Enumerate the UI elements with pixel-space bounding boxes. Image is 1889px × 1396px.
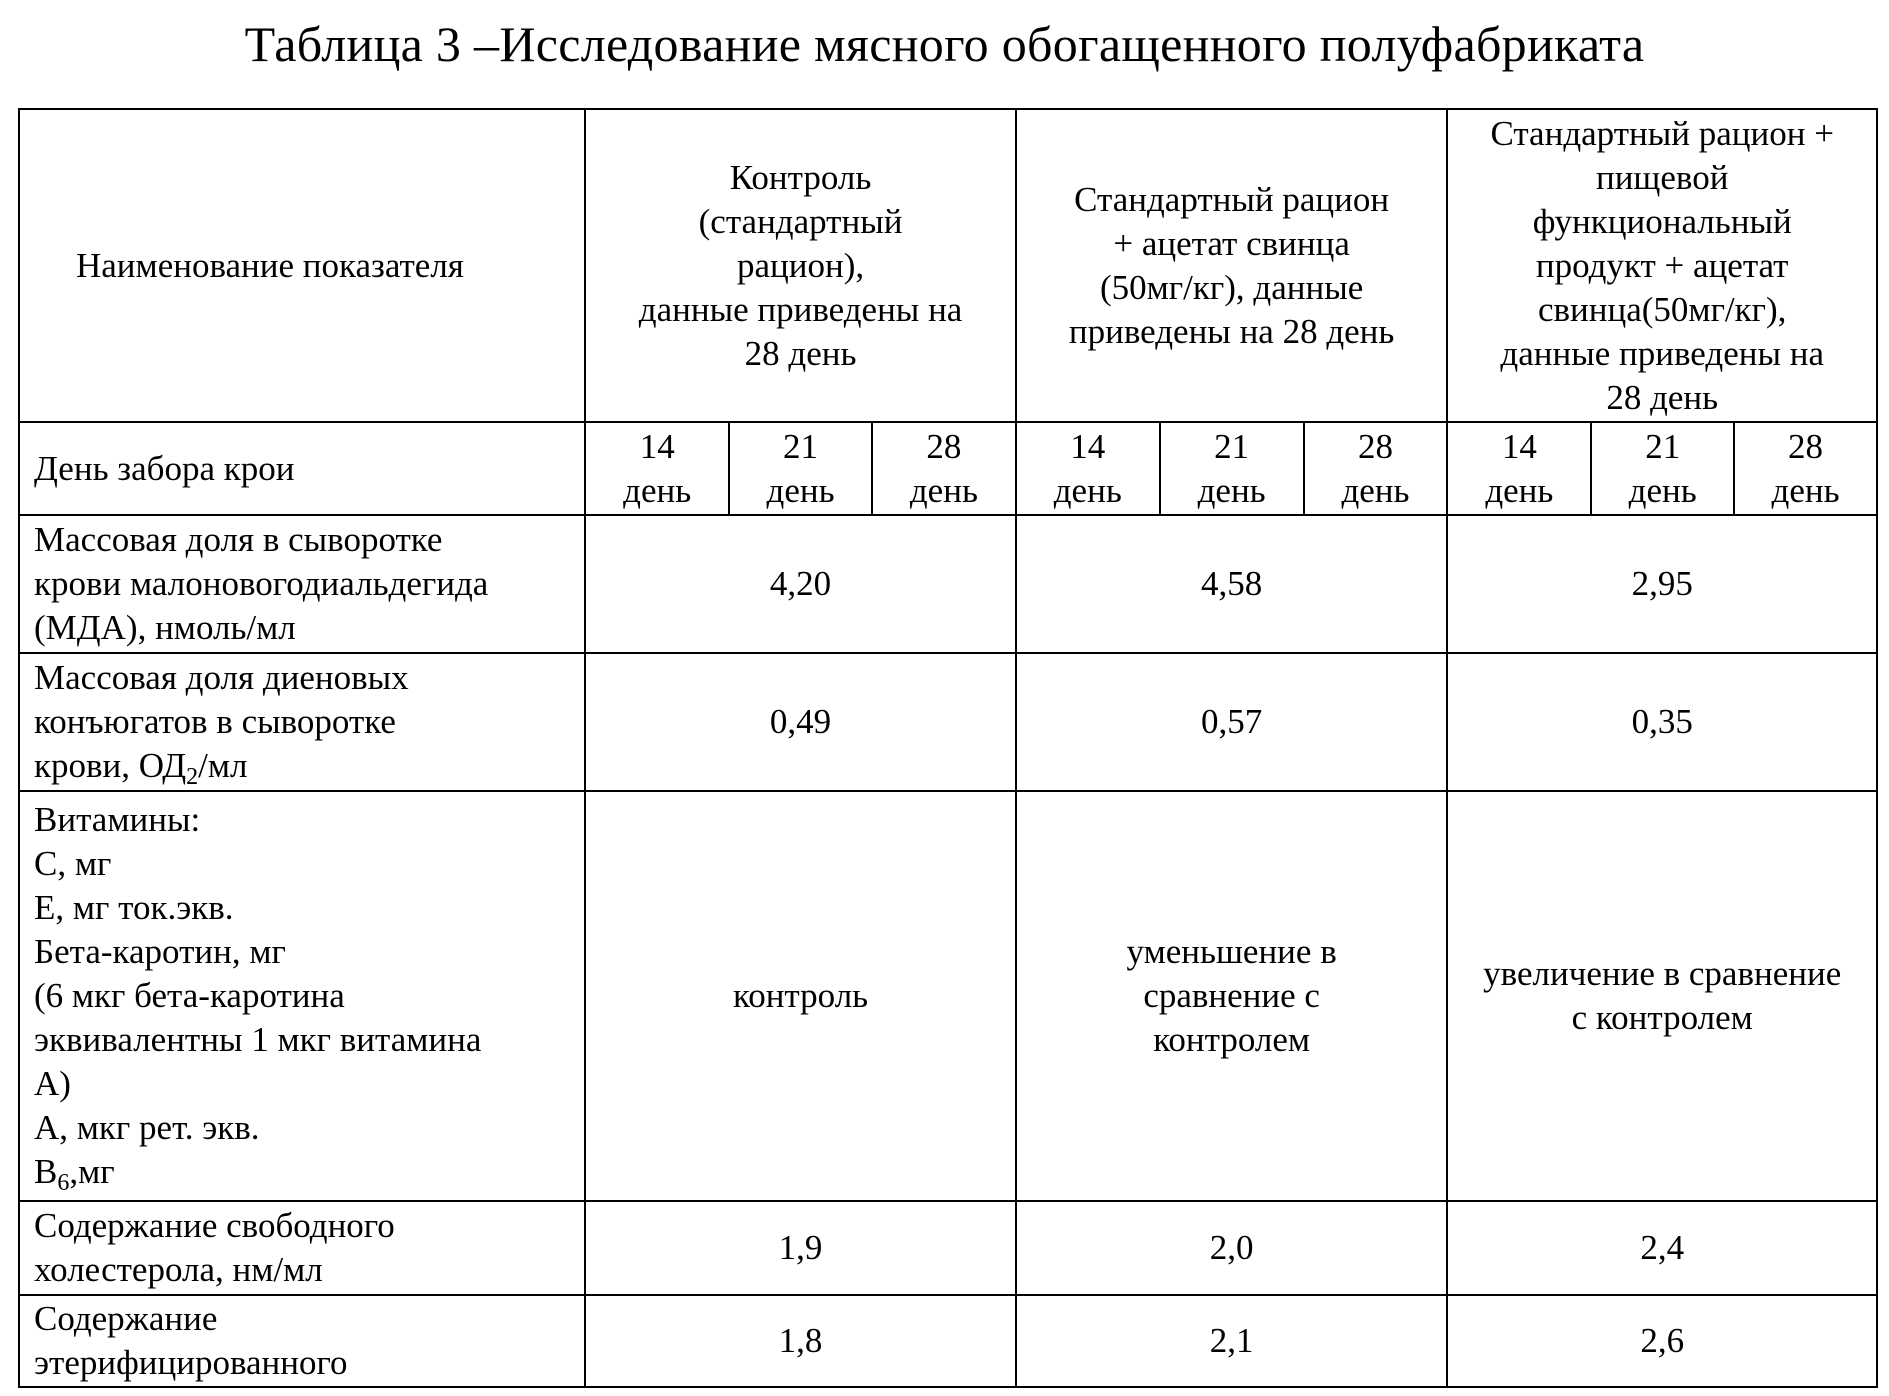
day-cell	[1016, 422, 1160, 515]
group-header-line: пищевой	[1595, 157, 1729, 197]
row-label-line: крови малоновогодиальдегида	[34, 564, 489, 603]
day-number: 21	[1214, 426, 1250, 466]
day-number: 28	[1357, 426, 1393, 466]
group-header-line: свинца(50мг/кг),	[1537, 289, 1787, 329]
row-label-line: Массовая доля диеновых	[34, 658, 409, 697]
day-word: день	[1197, 470, 1266, 510]
row-label-line: Содержание	[34, 1299, 218, 1338]
day-word: день	[1628, 470, 1697, 510]
day-word: день	[909, 470, 978, 510]
day-word: день	[1341, 470, 1410, 510]
day-number: 14	[1501, 426, 1537, 466]
subscript: 6	[57, 1170, 70, 1196]
row-label-line: Бета-каротин, мг	[34, 932, 286, 971]
value-line: сравнение с	[1143, 976, 1320, 1015]
value-line: контролем	[1153, 1020, 1311, 1059]
row-label	[19, 515, 585, 653]
indicator-header	[19, 109, 585, 422]
value-cell: 0,35	[1447, 653, 1877, 791]
label-text: В	[34, 1152, 58, 1191]
day-number: 14	[639, 426, 675, 466]
day-word: день	[1485, 470, 1554, 510]
value-cell: 0,49	[585, 653, 1016, 791]
day-row	[19, 422, 1877, 515]
row-label-line	[34, 744, 570, 788]
group-header-line: приведены на 28 день	[1068, 311, 1395, 351]
header-row	[19, 109, 1877, 422]
row-label-line: Массовая доля в сыворотке	[34, 520, 443, 559]
day-row-label: День забора крои	[19, 422, 585, 515]
row-label-line: Е, мг ток.экв.	[34, 888, 234, 927]
day-number: 28	[1788, 426, 1824, 466]
value-line: контроль	[732, 976, 869, 1015]
value-line: увеличение в сравнение	[1483, 954, 1842, 993]
row-label	[19, 653, 585, 791]
results-table	[18, 108, 1878, 1388]
value-cell: 1,8	[585, 1295, 1016, 1387]
group-header-line: (стандартный	[698, 201, 903, 241]
group-header-line: 28 день	[744, 333, 857, 373]
day-cell	[1160, 422, 1304, 515]
row-label	[19, 1201, 585, 1295]
row-label-line: конъюгатов в сыворотке	[34, 702, 396, 741]
table-row	[19, 653, 1877, 791]
group-header-line: + ацетат свинца	[1113, 223, 1350, 263]
label-text: крови, ОД	[34, 746, 187, 785]
row-label-line: (6 мкг бета-каротина	[34, 976, 345, 1015]
indicator-header-label: Наименование показателя	[76, 245, 464, 285]
row-label-line: этерифицированного	[34, 1343, 348, 1382]
value-line: уменьшение в	[1126, 932, 1337, 971]
subscript: 2	[186, 764, 199, 790]
day-cell	[1734, 422, 1877, 515]
value-cell: 2,4	[1447, 1201, 1877, 1295]
row-label-line: Витамины:	[34, 800, 201, 839]
day-cell	[585, 422, 729, 515]
day-number: 21	[783, 426, 819, 466]
table-row	[19, 791, 1877, 1201]
group-header-line: продукт + ацетат	[1535, 245, 1789, 285]
day-word: день	[1053, 470, 1122, 510]
value-cell: 2,95	[1447, 515, 1877, 653]
table-title: Таблица 3 –Исследование мясного обогащенного полуфабриката	[244, 16, 1645, 72]
value-cell: 4,20	[585, 515, 1016, 653]
day-word: день	[1771, 470, 1840, 510]
value-cell: 2,6	[1447, 1295, 1877, 1387]
group-header-lead	[1016, 109, 1448, 422]
day-number: 14	[1070, 426, 1106, 466]
row-label-line: А)	[34, 1064, 71, 1103]
row-label-line: С, мг	[34, 844, 112, 883]
table-row	[19, 1201, 1877, 1295]
group-header-line: Контроль	[729, 157, 872, 197]
row-label-line: А, мкг рет. экв.	[34, 1108, 260, 1147]
table-row	[19, 515, 1877, 653]
day-cell	[1591, 422, 1734, 515]
group-header-line: рацион),	[736, 245, 865, 285]
day-number: 28	[926, 426, 962, 466]
row-label-line: эквивалентны 1 мкг витамина	[34, 1020, 482, 1059]
value-cell: 1,9	[585, 1201, 1016, 1295]
day-word: день	[623, 470, 692, 510]
group-header-line: данные приведены на	[638, 289, 963, 329]
day-cell	[1447, 422, 1591, 515]
value-cell	[585, 791, 1016, 1201]
table-row	[19, 1295, 1877, 1387]
value-cell: 2,1	[1016, 1295, 1448, 1387]
group-header-control	[585, 109, 1016, 422]
value-cell: 4,58	[1016, 515, 1448, 653]
group-header-functional	[1447, 109, 1877, 422]
value-cell: 2,0	[1016, 1201, 1448, 1295]
row-label-line	[34, 1150, 570, 1194]
day-cell	[729, 422, 872, 515]
row-label	[19, 1295, 585, 1387]
label-text: /мл	[198, 746, 248, 785]
group-header-line: 28 день	[1606, 377, 1719, 417]
row-label-line: (МДА), нмоль/мл	[34, 608, 296, 647]
value-cell	[1447, 791, 1877, 1201]
group-header-line: (50мг/кг), данные	[1100, 267, 1364, 307]
group-header-line: функциональный	[1532, 201, 1792, 241]
day-cell	[1304, 422, 1448, 515]
group-header-line: Стандартный рацион	[1074, 179, 1390, 219]
label-text: ,мг	[69, 1152, 115, 1191]
day-word: день	[766, 470, 835, 510]
row-label	[19, 791, 585, 1201]
day-number: 21	[1645, 426, 1681, 466]
value-cell: 0,57	[1016, 653, 1448, 791]
day-cell	[872, 422, 1016, 515]
value-cell	[1016, 791, 1448, 1201]
group-header-line: Стандартный рацион +	[1490, 113, 1834, 153]
group-header-line: данные приведены на	[1500, 333, 1824, 373]
row-label-line: холестерола, нм/мл	[34, 1250, 323, 1289]
row-label-line: Содержание свободного	[34, 1206, 395, 1245]
value-line: с контролем	[1571, 998, 1753, 1037]
